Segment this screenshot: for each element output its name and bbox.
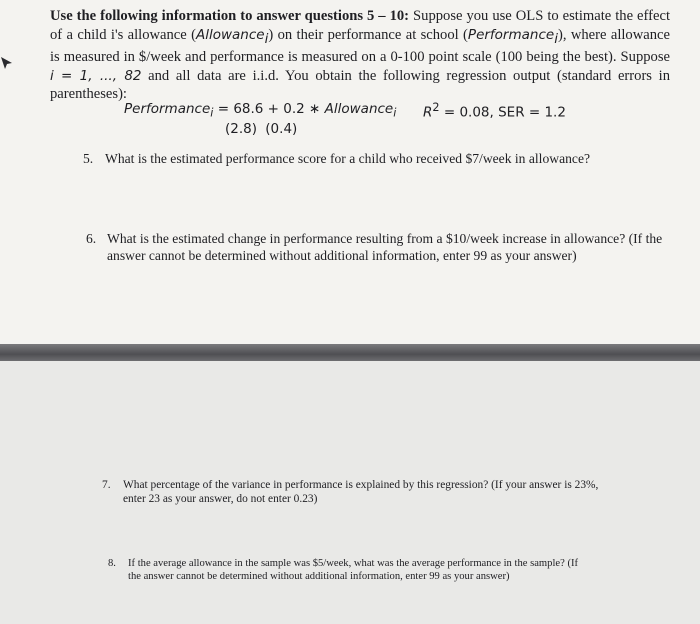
eq-rhs-var: Allowance	[324, 101, 394, 117]
question-number: 7.	[102, 479, 111, 491]
eq-rhs-sub: i	[393, 106, 397, 120]
subscript-i: i	[554, 30, 558, 47]
question-6	[86, 231, 686, 264]
question-text: What is the estimated change in performance resulting from a $10/week increase in allowance? (If the answer cannot be determined without additional information, enter 99 as your answer)	[107, 231, 663, 263]
eq-lhs-sub: i	[210, 106, 214, 120]
question-number: 5.	[83, 151, 94, 166]
eq-middle: = 68.6 + 0.2 ∗	[213, 101, 325, 117]
intro-text-2: ) on their performance at school (	[268, 26, 468, 43]
regression-equation	[124, 101, 396, 120]
question-text: What is the estimated performance score for a child who received $7/week in allowance?	[105, 151, 591, 166]
intro-lead: Use the following information to answer questions 5 – 10:	[50, 8, 410, 24]
subscript-i: i	[264, 30, 269, 47]
question-text: If the average allowance in the sample was $5/week, what was the average performance in the sample? (If the answer cannot be determined without additional information, enter 99 as your answer)	[128, 558, 579, 582]
question-number: 8.	[108, 558, 116, 569]
page-gap	[0, 344, 700, 361]
stats-values: = 0.08, SER = 1.2	[439, 104, 566, 121]
question-7	[102, 478, 602, 506]
standard-errors: (2.8) (0.4)	[225, 121, 298, 137]
r2-label: R	[423, 104, 433, 121]
question-8	[108, 557, 588, 583]
question-number: 6.	[86, 231, 97, 246]
eq-lhs: Performance	[124, 101, 211, 117]
intro-text-1: Suppose you use OLS to estimate the effect of a child i's allowance (	[50, 8, 670, 43]
var-allowance: Allowance	[195, 26, 265, 43]
r2-exponent: 2	[432, 101, 440, 114]
intro-paragraph	[50, 7, 670, 104]
intro-text-4: and all data are i.i.d. You obtain the following regression output (standard errors in parentheses):	[50, 67, 670, 103]
question-5	[83, 151, 683, 168]
mouse-pointer-icon	[0, 56, 14, 70]
regression-stats	[423, 101, 566, 121]
question-text: What percentage of the variance in performance is explained by this regression? (If your answer is 23%, enter 23 as your answer, do not enter 0.23)	[123, 479, 599, 505]
index-range: i = 1, ..., 82	[50, 67, 142, 84]
var-performance: Performance	[467, 26, 555, 43]
intro-text-3: ), where allowance is measured in $/week and performance is measured on a 0-100 point scale (100 being the best). Suppose	[50, 26, 670, 66]
